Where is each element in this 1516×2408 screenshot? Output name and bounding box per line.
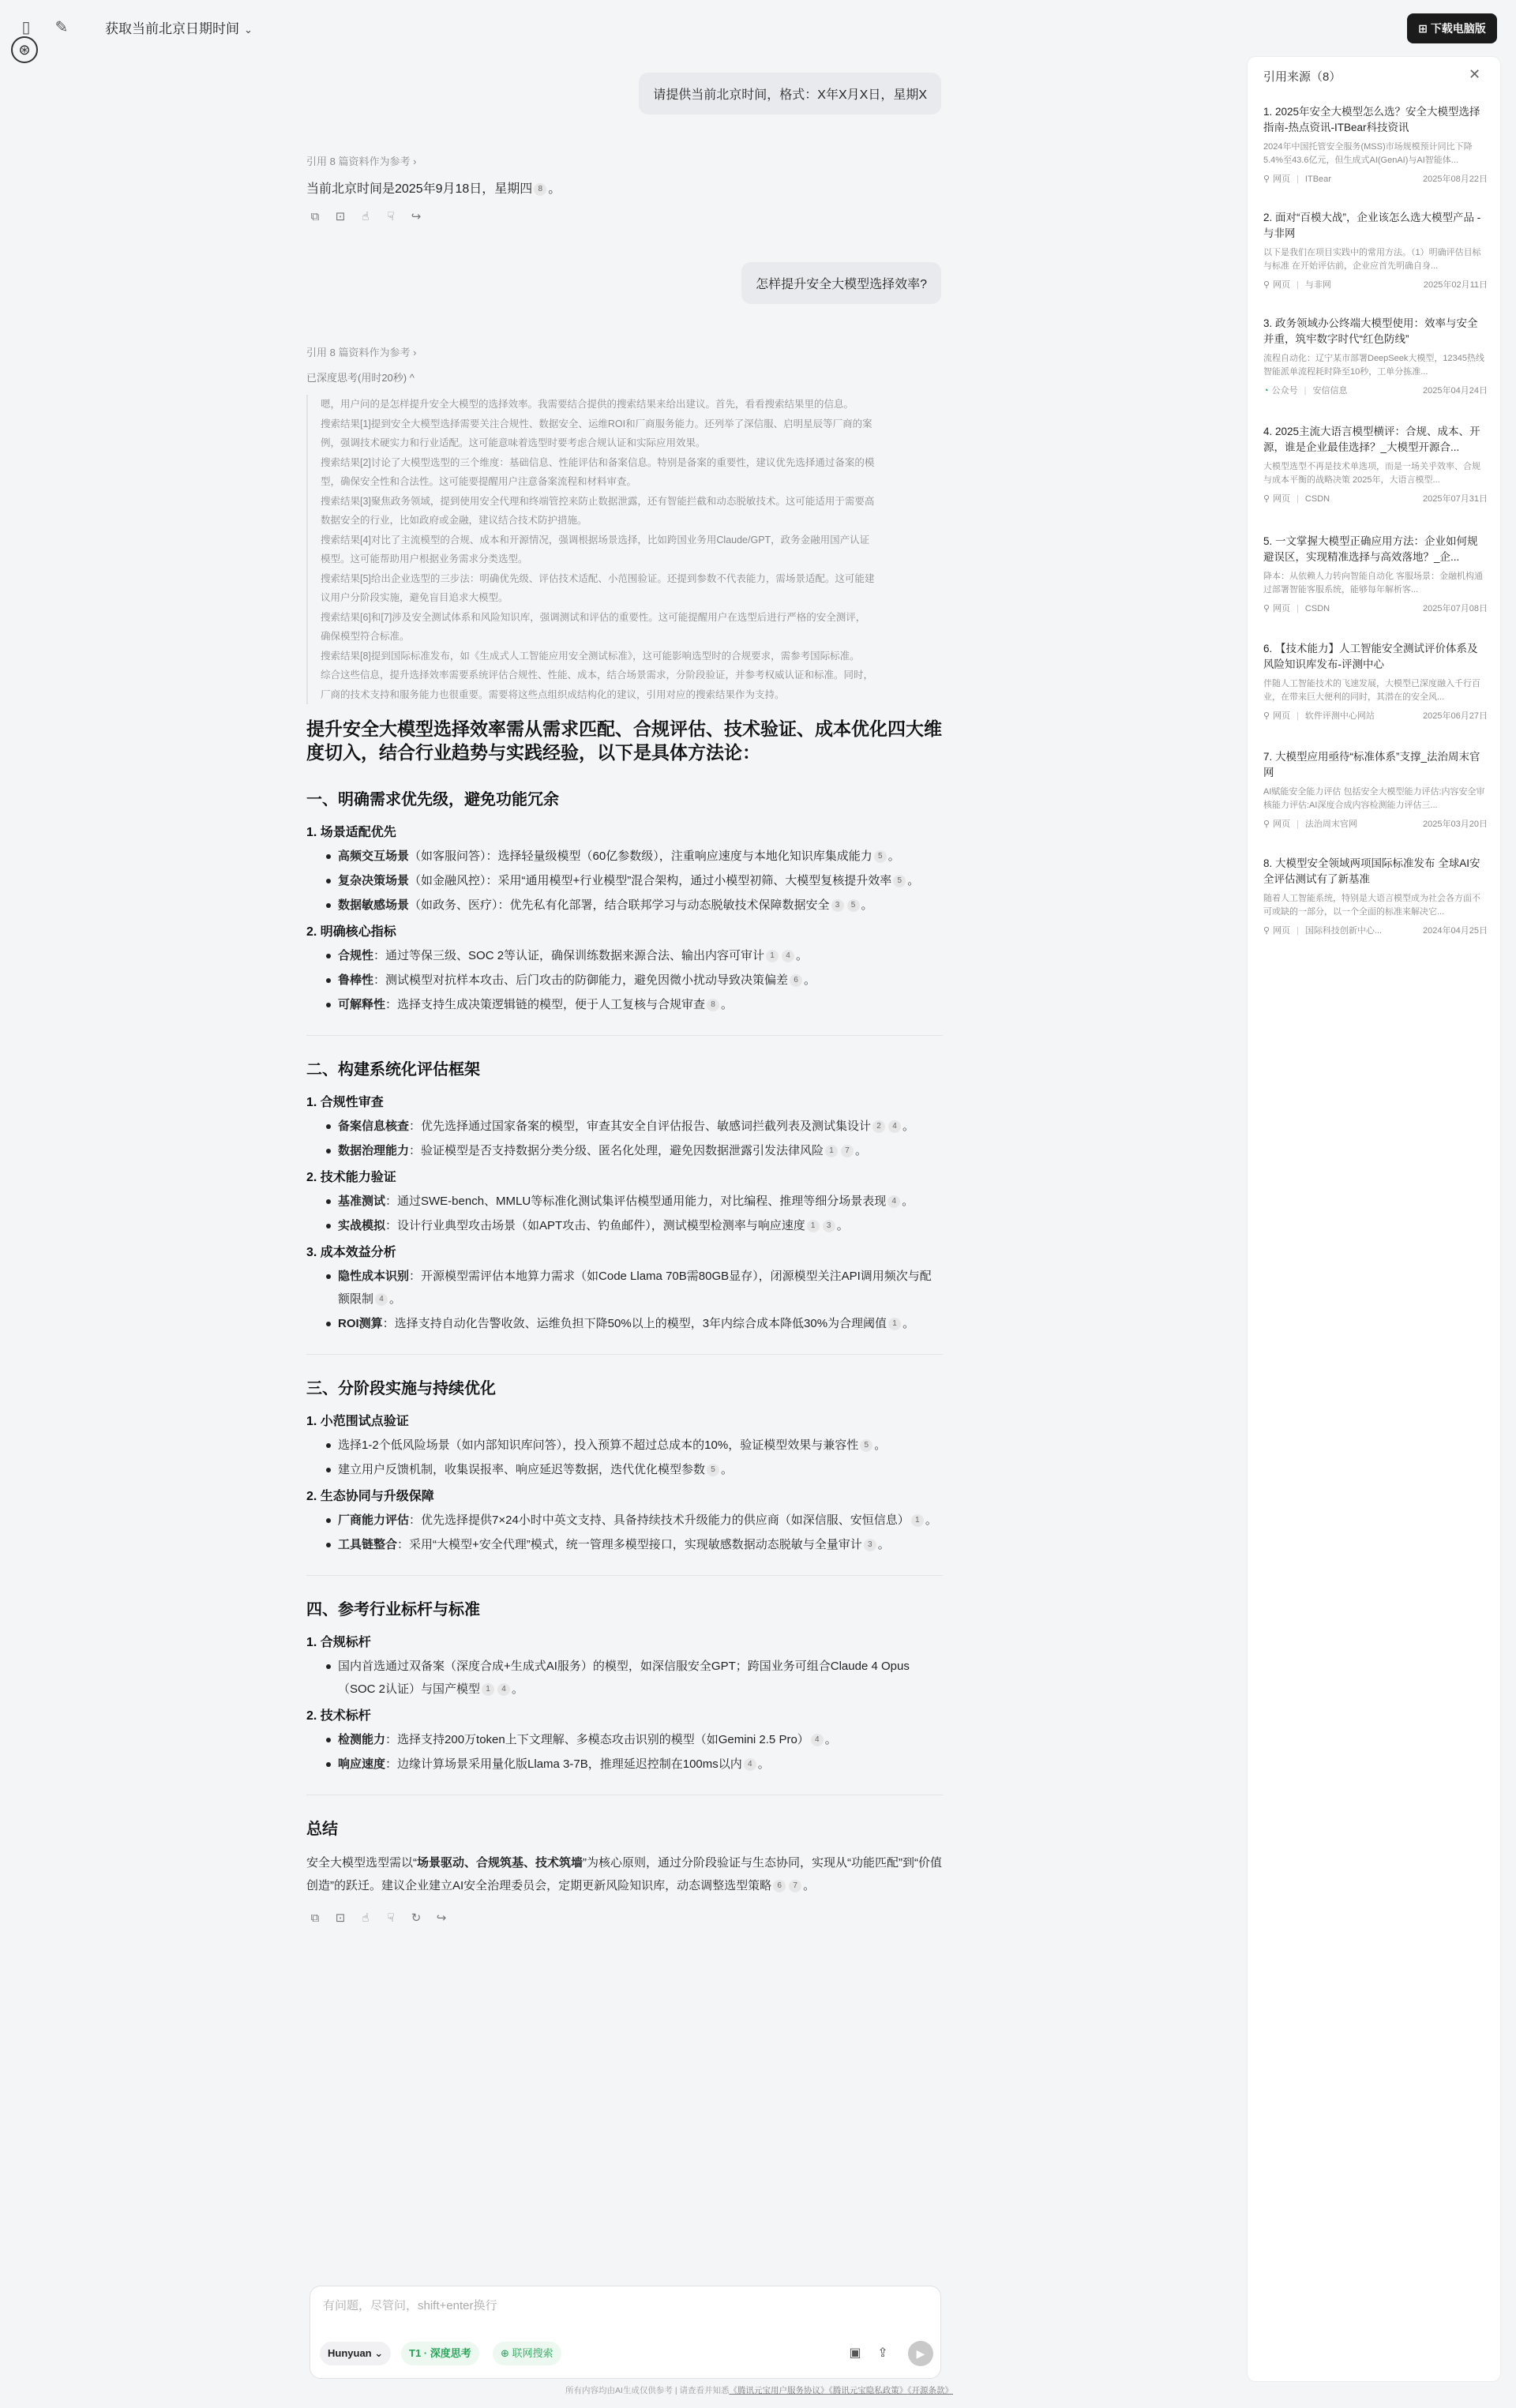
subsection-heading: 2. 技术标杆 [306, 1709, 371, 1723]
thinking-line: 搜索结果[6]和[7]涉及安全测试体系和风险知识库，强调测试和评估的重要性。这可能提醒用户在选型后进行严格的安全测评， [321, 611, 866, 623]
subsection-heading: 2. 明确核心指标 [306, 925, 396, 939]
list-item [338, 1312, 943, 1335]
windows-icon: ⊞ [1418, 22, 1431, 35]
source-type: 公众号 [1271, 386, 1298, 396]
answer-intro: 提升安全大模型选择效率需从需求匹配、合规评估、技术验证、成本优化四大维度切入，结合行业趋势与实践经验，以下是具体方法论： [306, 718, 942, 763]
source-site: 与非网 [1304, 280, 1331, 290]
bookmark-icon[interactable]: ⊡ [335, 210, 346, 223]
thinking-line: 搜索结果[8]提到国际标准发布，如《生成式人工智能应用安全测试标准》，这可能影响选型时的合规要求，需参考国际标准。 [321, 650, 860, 662]
list-item [338, 1728, 943, 1751]
subsection-heading: 1. 合规标杆 [306, 1636, 371, 1649]
item-text: ：验证模型是否支持数据分类分级、匿名化处理，避免因数据泄露引发法律风险 [409, 1144, 824, 1157]
citation-badge[interactable]: 8 [707, 999, 719, 1011]
bullet-list [306, 1728, 943, 1776]
privacy-link[interactable]: 《腾讯元宝隐私政策》 [828, 2386, 908, 2395]
source-title[interactable]: 8. 大模型安全领域两项国际标准发布 全球AI安全评估测试有了新基准 [1263, 857, 1480, 885]
item-text: ：选择支持200万token上下文理解、多模态攻击识别的模型（如Gemini 2.5 Pro） [385, 1733, 809, 1746]
punctuation: 。 [804, 973, 816, 987]
source-date: 2025年06月27日 [1423, 711, 1488, 721]
item-bold-label: 复杂决策场景 [338, 874, 410, 887]
thinking-label: 已深度思考(用时20秒) [306, 372, 407, 384]
references-link[interactable] [306, 344, 416, 359]
item-bold-label: 实战模拟 [338, 1219, 386, 1232]
item-bold-label: 隐性成本识别 [338, 1270, 410, 1283]
source-card[interactable] [1263, 534, 1488, 616]
item-text: （如客服问答）：选择轻量级模型（60亿参数级），注重响应速度与本地化知识库集成能力 [409, 850, 872, 863]
item-text: ：边缘计算场景采用量化版Llama 3-7B，推理延迟控制在100ms以内 [385, 1757, 742, 1771]
globe-icon: ⊕ [501, 2347, 512, 2359]
list-item [338, 1265, 943, 1311]
list-item [338, 1509, 943, 1532]
punctuation: 。 [512, 1682, 524, 1696]
summary-part: ”为核心原则，通过分阶段验证与生态协同，实现从“功能匹配”到“价值创造”的跃迁。建议企业建立AI安全治理委员会，定期更新风险知识库，动态调整选型策略 [306, 1856, 942, 1892]
item-text: 选择1-2个低风险场景（如内部知识库问答），投入预算不超过总成本的10%，验证模型效果与兼容性 [338, 1438, 859, 1452]
source-title[interactable]: 3. 政务领域办公终端大模型使用：效率与安全并重，筑牢数字时代“红色防线” [1263, 317, 1478, 345]
source-card[interactable] [1263, 104, 1488, 186]
user-message: 怎样提升安全大模型选择效率? [741, 262, 941, 304]
citation-badge[interactable]: 1 [825, 1145, 838, 1157]
list-item [338, 1190, 943, 1213]
item-text: ：设计行业典型攻击场景（如APT攻击、钓鱼邮件），测试模型检测率与响应速度 [385, 1219, 805, 1232]
item-bold-label: 检测能力 [338, 1733, 386, 1746]
source-meta [1263, 709, 1488, 723]
source-site: CSDN [1304, 604, 1330, 613]
source-title[interactable]: 6. 【技术能力】人工智能安全测试评价体系及风险知识库发布-评测中心 [1263, 643, 1478, 670]
section-heading: 一、明确需求优先级，避免功能冗余 [306, 791, 559, 808]
citation-badge[interactable]: 1 [766, 950, 779, 962]
references-label: 引用 8 篇资料作为参考 [306, 347, 411, 358]
source-type: 网页 [1273, 280, 1291, 290]
copy-icon[interactable]: ⧉ [310, 210, 320, 223]
thinking-content [306, 395, 944, 704]
source-meta [1263, 602, 1488, 616]
thinking-line: 议用户分阶段实施，避免盲目追求大模型。 [321, 592, 508, 603]
list-item [338, 1655, 943, 1701]
source-meta [1263, 924, 1488, 938]
section-divider [306, 1575, 943, 1576]
source-snippet: 以下是我们在项目实践中的常用方法。（1）明确评估目标与标准 在开始评估前，企业应首先明确自身... [1263, 248, 1481, 271]
citation-badge[interactable]: 1 [807, 1220, 820, 1232]
citation-badge[interactable]: 6 [773, 1880, 786, 1892]
item-bold-label: ROI测算 [338, 1317, 383, 1330]
source-snippet: 伴随人工智能技术的飞速发展，大模型已深度融入千行百业，在带来巨大便利的同时，其潜在的安全风... [1263, 679, 1480, 702]
deep-think-toggle[interactable]: T1 · 深度思考 [401, 2342, 479, 2365]
link-icon: ⚲ [1263, 604, 1270, 613]
source-site: ITBear [1304, 174, 1331, 184]
message-input[interactable] [323, 2299, 923, 2312]
subsection-heading: 1. 场景适配优先 [306, 826, 396, 839]
citation-badge[interactable]: 5 [847, 899, 860, 912]
file-upload-icon[interactable]: ⇪ [877, 2346, 888, 2360]
item-text: ：采用“大模型+安全代理”模式，统一管理多模型接口，实现敏感数据动态脱敏与全量审计 [397, 1538, 862, 1551]
bullet-list [306, 944, 943, 1016]
citation-badge[interactable]: 4 [375, 1293, 388, 1306]
item-text: 建立用户反馈机制，收集误报率、响应延迟等数据，迭代优化模型参数 [338, 1463, 706, 1476]
source-card[interactable] [1263, 856, 1488, 938]
sources-panel-title: 引用来源（8） [1263, 70, 1342, 84]
source-meta [1263, 817, 1488, 831]
source-title[interactable]: 7. 大模型应用亟待“标准体系”支撑_法治周末官网 [1263, 751, 1480, 778]
item-bold-label: 厂商能力评估 [338, 1513, 410, 1527]
citation-badge[interactable]: 5 [707, 1464, 719, 1476]
item-text: ：优先选择通过国家备案的模型，审查其安全自评估报告、敏感词拦截列表及测试集设计 [409, 1120, 872, 1133]
app-logo-icon[interactable]: ⊛ [11, 36, 38, 63]
punctuation: 。 [721, 998, 734, 1011]
bullet-list [306, 845, 943, 917]
subsection-heading: 1. 合规性审查 [306, 1096, 384, 1109]
divider: | [1296, 820, 1299, 829]
source-card[interactable] [1263, 316, 1488, 398]
section-divider [306, 1035, 943, 1036]
summary-part: 安全大模型选型需以“ [306, 1856, 417, 1870]
punctuation: 。 [824, 1733, 837, 1746]
citation-badge[interactable]: 5 [874, 850, 887, 863]
divider: | [1296, 604, 1299, 613]
conversation-title[interactable] [105, 17, 253, 37]
citation-badge[interactable]: 4 [887, 1195, 900, 1208]
item-text: （如金融风控）：采用“通用模型+行业模型”混合架构，通过小模型初筛、大模型复核提升效率 [409, 874, 892, 887]
thinking-line: 综合这些信息，提升选择效率需要系统评估合规性、性能、成本，结合场景需求，分阶段验证，并参考权威认证和标准。同时， [321, 670, 874, 681]
model-label: Hunyuan [328, 2347, 372, 2359]
item-bold-label: 工具链整合 [338, 1538, 398, 1551]
thinking-line: 嗯，用户问的是怎样提升安全大模型的选择效率。我需要结合提供的搜索结果来给出建议。首先，看看搜索结果里的信息。 [321, 399, 854, 410]
divider: | [1296, 711, 1299, 721]
summary-text [306, 1851, 943, 1897]
source-snippet: 流程自动化：辽宁某市部署DeepSeek大模型，12345热线智能派单流程耗时降至10秒，工单分拣准... [1263, 354, 1484, 377]
thinking-line: 搜索结果[1]提到安全大模型选择需要关注合规性、数据安全、运维ROI和厂商服务能力。还列举了深信服、启明星辰等厂商的案 [321, 418, 872, 429]
chevron-up-icon: ^ [409, 372, 415, 384]
source-snippet: 大模型选型不再是技术单选项，而是一场关乎效率、合规与成本平衡的战略决策 2025年，大语言模型... [1263, 462, 1480, 485]
footer-text: 所有内容均由AI生成仅供参考 | 请查看并知悉 [565, 2386, 730, 2395]
divider: | [1296, 174, 1299, 184]
item-bold-label: 鲁棒性 [338, 973, 374, 987]
section-heading: 二、构建系统化评估框架 [306, 1061, 480, 1078]
copy-icon[interactable]: ⧉ [310, 1911, 320, 1925]
terms-link[interactable]: 《腾讯元宝用户服务协议》 [729, 2386, 829, 2395]
punctuation: 。 [836, 1219, 849, 1232]
list-item [338, 1139, 943, 1162]
bookmark-icon[interactable]: ⊡ [335, 1911, 346, 1925]
answer-sections [306, 786, 943, 1795]
message-actions [308, 1911, 944, 1926]
item-text: ：开源模型需评估本地算力需求（如Code Llama 70B需80GB显存），闭源模型关注API调用频次与配额限制 [338, 1270, 932, 1306]
citation-badge[interactable]: 4 [782, 950, 794, 962]
web-search-label: 联网搜索 [512, 2347, 553, 2359]
source-card[interactable] [1263, 424, 1488, 506]
summary-part: 。 [803, 1879, 816, 1892]
list-item [338, 944, 943, 967]
thinking-line: 确保模型符合标准。 [321, 631, 410, 642]
punctuation: 。 [887, 850, 900, 863]
link-icon: ⚲ [1263, 926, 1270, 936]
source-type: 网页 [1273, 604, 1291, 613]
message-actions [308, 210, 423, 224]
list-item [338, 845, 943, 868]
punctuation: 。 [389, 1292, 402, 1306]
item-bold-label: 高频交互场景 [338, 850, 410, 863]
footer-disclaimer [565, 2384, 953, 2396]
references-link[interactable] [306, 153, 416, 168]
source-card[interactable] [1263, 749, 1488, 831]
thinking-line: 例，强调技术硬实力和行业适配。这可能意味着选型时要考虑合规认证和实际应用效果。 [321, 437, 706, 448]
source-meta [1263, 278, 1488, 292]
source-type: 网页 [1273, 820, 1291, 829]
thinking-line: 厂商的技术支持和服务能力也很重要。需要将这些点组织成结构化的建议，引用对应的搜索结果作为支持。 [321, 688, 785, 700]
citation-badge[interactable]: 1 [888, 1318, 901, 1330]
list-item [338, 894, 943, 917]
section-heading: 四、参考行业标杆与标准 [306, 1601, 480, 1618]
citation-badge[interactable]: 4 [811, 1734, 824, 1746]
item-text: ：测试模型对抗样本攻击、后门攻击的防御能力，避免因微小扰动导致决策偏差 [373, 973, 789, 987]
list-item [338, 1753, 943, 1776]
source-date: 2025年07月31日 [1423, 494, 1488, 504]
sidebar-toggle-icon[interactable]: ▯ [21, 19, 31, 36]
source-date: 2025年02月11日 [1423, 280, 1488, 290]
citation-badge[interactable]: 7 [841, 1145, 854, 1157]
source-date: 2025年07月08日 [1423, 604, 1488, 613]
source-type: 网页 [1273, 174, 1291, 184]
punctuation: 。 [877, 1538, 890, 1551]
thinking-line: 搜索结果[3]聚焦政务领域，提到使用安全代理和终端管控来防止数据泄露，还有智能拦截和动态脱敏技术。这可能适用于需要高 [321, 495, 875, 507]
new-chat-icon[interactable]: ✎ [54, 19, 69, 36]
item-bold-label: 响应速度 [338, 1757, 386, 1771]
citation-badge[interactable]: 3 [864, 1539, 876, 1551]
thumbs-down-icon[interactable]: ☟ [387, 210, 395, 223]
sources-panel [1248, 57, 1500, 2381]
thumbs-up-icon[interactable]: ☝ [362, 210, 370, 223]
punctuation: 。 [925, 1513, 937, 1527]
list-item [338, 969, 943, 992]
link-icon: ⚲ [1263, 174, 1270, 184]
source-date: 2025年04月24日 [1423, 386, 1488, 396]
model-selector[interactable] [320, 2342, 391, 2365]
source-site: 国际科技创新中心... [1304, 926, 1383, 936]
citation-badge[interactable]: 5 [860, 1439, 872, 1452]
item-text: ：通过SWE-bench、MMLU等标准化测试集评估模型通用能力，对比编程、推理等细分场景表现 [385, 1195, 887, 1208]
punctuation: 。 [855, 1144, 868, 1157]
link-icon: ⚲ [1263, 280, 1270, 290]
opensource-link[interactable]: 《开源条款》 [907, 2386, 953, 2395]
citation-badge[interactable]: 3 [831, 899, 844, 912]
punctuation: 。 [861, 898, 873, 912]
image-upload-icon[interactable]: ▣ [849, 2346, 861, 2360]
divider: | [1296, 280, 1299, 290]
wechat-icon: ◔ [1263, 386, 1269, 396]
item-text: ：通过等保三级、SOC 2等认证，确保训练数据来源合法、输出内容可审计 [373, 949, 765, 962]
item-text: ：选择支持生成决策逻辑链的模型，便于人工复核与合规审查 [385, 998, 706, 1011]
source-meta [1263, 492, 1488, 506]
citation-badge[interactable]: 3 [823, 1220, 835, 1232]
message-composer [310, 2286, 941, 2379]
summary-heading: 总结 [306, 1821, 338, 1838]
source-site: CSDN [1304, 494, 1330, 504]
subsection-heading: 3. 成本效益分析 [306, 1246, 396, 1259]
item-text: ：选择支持自动化告警收敛、运维负担下降50%以上的模型，3年内综合成本降低30%为合理阈值 [382, 1317, 887, 1330]
thinking-line: 搜索结果[4]对比了主流模型的合规、成本和开源情况，强调根据场景选择，比如跨国业务用Claude/GPT，政务金融用国产认证 [321, 534, 870, 546]
source-meta [1263, 384, 1488, 398]
source-site: 法治周末官网 [1304, 820, 1357, 829]
punctuation: 。 [757, 1757, 770, 1771]
punctuation: 。 [902, 1195, 914, 1208]
item-text: （如政务、医疗）：优先私有化部署，结合联邦学习与动态脱敏技术保障数据安全 [409, 898, 830, 912]
section-heading: 三、分阶段实施与持续优化 [306, 1380, 496, 1397]
top-bar [0, 0, 1486, 58]
citation-badge[interactable]: 4 [888, 1120, 901, 1133]
item-bold-label: 数据敏感场景 [338, 898, 410, 912]
citation-badge[interactable]: 5 [893, 875, 906, 887]
punctuation: 。 [902, 1317, 915, 1330]
item-text: ：优先选择提供7×24小时中英文支持、具备持续技术升级能力的供应商（如深信服、安恒信息） [409, 1513, 910, 1527]
item-text: 国内首选通过双备案（深度合成+生成式AI服务）的模型，如深信服安全GPT；跨国业务可组合Claude 4 Opus（SOC 2认证）与国产模型 [338, 1660, 910, 1696]
link-icon: ⚲ [1263, 820, 1270, 829]
divider: | [1304, 386, 1307, 396]
source-date: 2025年03月20日 [1423, 820, 1488, 829]
punctuation: 。 [796, 949, 809, 962]
source-date: 2025年08月22日 [1423, 174, 1488, 184]
citation-badge[interactable]: 2 [872, 1120, 885, 1133]
thumbs-up-icon[interactable]: ☝ [362, 1911, 370, 1925]
citation-badge[interactable]: 1 [911, 1514, 924, 1527]
bullet-list [306, 1115, 943, 1162]
thinking-line: 模型。这可能帮助用户根据业务需求分类选型。 [321, 553, 528, 564]
close-icon[interactable]: ✕ [1469, 66, 1481, 82]
source-card[interactable] [1263, 210, 1488, 292]
list-item [338, 869, 943, 892]
list-item [338, 1458, 943, 1481]
source-title[interactable]: 4. 2025主流大语言模型横评：合规、成本、开源，谁是企业最佳选择？_大模型开源合... [1263, 426, 1480, 453]
citation-badge[interactable]: 8 [534, 183, 546, 196]
bullet-list [306, 1434, 943, 1481]
citation-badge[interactable]: 4 [497, 1683, 510, 1696]
share-icon[interactable]: ↪ [411, 210, 422, 223]
source-snippet: 2024年中国托管安全服务(MSS)市场规模预计同比下降5.4%至43.6亿元，但生成式AI(GenAI)与AI智能体... [1263, 142, 1473, 165]
subsection-heading: 2. 生态协同与升级保障 [306, 1490, 434, 1503]
subsection-heading: 2. 技术能力验证 [306, 1171, 396, 1184]
source-card[interactable] [1263, 641, 1488, 723]
thinking-line: 搜索结果[5]给出企业选型的三步法：明确优先级、评估技术适配、小范围验证。还提到参数不代表能力，需场景适配。这可能建 [321, 572, 875, 584]
citation-badge[interactable]: 4 [744, 1758, 756, 1771]
download-label: 下载电脑版 [1430, 22, 1486, 35]
source-meta [1263, 172, 1488, 186]
source-title[interactable]: 2. 面对“百模大战”，企业该怎么选大模型产品 - 与非网 [1263, 212, 1481, 239]
item-bold-label: 可解释性 [338, 998, 386, 1011]
user-message: 请提供当前北京时间，格式：X年X月X日，星期X [639, 73, 941, 114]
item-bold-label: 数据治理能力 [338, 1144, 410, 1157]
section-divider [306, 1354, 943, 1355]
thinking-line: 搜索结果[2]讨论了大模型选型的三个维度：基础信息、性能评估和备案信息。特别是备案的重要性，建议优先选择通过备案的模 [321, 456, 875, 468]
source-type: 网页 [1273, 926, 1291, 936]
item-bold-label: 备案信息核查 [338, 1120, 410, 1133]
divider: | [1296, 494, 1299, 504]
references-label: 引用 8 篇资料作为参考 [306, 156, 411, 167]
regenerate-icon[interactable]: ↻ [411, 1911, 422, 1925]
source-site: 软件评测中心网站 [1304, 711, 1375, 721]
chevron-down-icon: ⌄ [374, 2347, 384, 2359]
item-bold-label: 基准测试 [338, 1195, 386, 1208]
send-icon: ▶ [916, 2347, 925, 2360]
chevron-down-icon: ⌄ [244, 24, 253, 36]
send-button[interactable] [908, 2341, 933, 2366]
chevron-right-icon: › [413, 156, 417, 167]
item-bold-label: 合规性 [338, 949, 374, 962]
divider: | [1296, 926, 1299, 936]
answer-content [306, 717, 943, 1925]
web-search-toggle[interactable] [493, 2342, 561, 2365]
summary-bold: 场景驱动、合规筑基、技术筑墙 [417, 1856, 584, 1870]
bullet-list [306, 1265, 943, 1335]
list-item [338, 993, 943, 1016]
source-type: 网页 [1273, 494, 1291, 504]
conversation-title-text: 获取当前北京日期时间 [105, 21, 239, 36]
subsection-heading: 1. 小范围试点验证 [306, 1415, 409, 1428]
citation-badge[interactable]: 7 [789, 1880, 801, 1892]
thinking-line: 型，确保安全性和合法性。这可能要提醒用户注意备案流程和材料审查。 [321, 476, 637, 487]
link-icon: ⚲ [1263, 711, 1270, 721]
thinking-toggle[interactable] [306, 369, 415, 384]
source-snippet: 随着人工智能系统，特别是大语言模型成为社会各方面不可或缺的一部分，以一个全面的标准来解决它... [1263, 894, 1480, 917]
list-item [338, 1533, 943, 1556]
punctuation: 。 [874, 1438, 887, 1452]
download-desktop-button[interactable] [1407, 13, 1497, 43]
assistant-answer: 当前北京时间是2025年9月18日，星期四 8 。 [306, 182, 561, 196]
source-title[interactable]: 5. 一文掌握大模型正确应用方法：企业如何规避误区，实现精准选择与高效落地？_企... [1263, 535, 1478, 563]
chevron-right-icon: › [413, 347, 417, 358]
share-icon[interactable]: ↪ [436, 1911, 447, 1925]
punctuation: 。 [902, 1120, 915, 1133]
source-snippet: AI赋能安全能力评估 包括安全大模型能力评估:内容安全审核能力评估:AI深度合成内容检测能力评估三... [1263, 787, 1485, 810]
bullet-list [306, 1509, 943, 1556]
source-snippet: 降本：从依赖人力转向智能自动化 客服场景：金融机构通过部署智能客服系统，能够每年解析客... [1263, 572, 1484, 594]
citation-badge[interactable]: 6 [790, 974, 802, 987]
source-type: 网页 [1273, 711, 1291, 721]
list-item [338, 1214, 943, 1237]
bullet-list [306, 1655, 943, 1701]
citation-badge[interactable]: 1 [482, 1683, 494, 1696]
punctuation: 。 [907, 874, 920, 887]
bullet-list [306, 1190, 943, 1237]
thinking-line: 数据安全的行业，比如政府或金融，建议结合技术防护措施。 [321, 515, 587, 526]
list-item [338, 1434, 943, 1457]
punctuation: 。 [721, 1463, 734, 1476]
source-date: 2024年04月25日 [1423, 926, 1488, 936]
source-title[interactable]: 1. 2025年安全大模型怎么选？安全大模型选择指南-热点资讯-ITBear科技资讯 [1263, 106, 1480, 133]
answer-text: 当前北京时间是2025年9月18日，星期四 [306, 182, 533, 196]
source-site: 安信信息 [1312, 386, 1348, 396]
list-item [338, 1115, 943, 1138]
thumbs-down-icon[interactable]: ☟ [387, 1911, 395, 1925]
link-icon: ⚲ [1263, 494, 1270, 504]
